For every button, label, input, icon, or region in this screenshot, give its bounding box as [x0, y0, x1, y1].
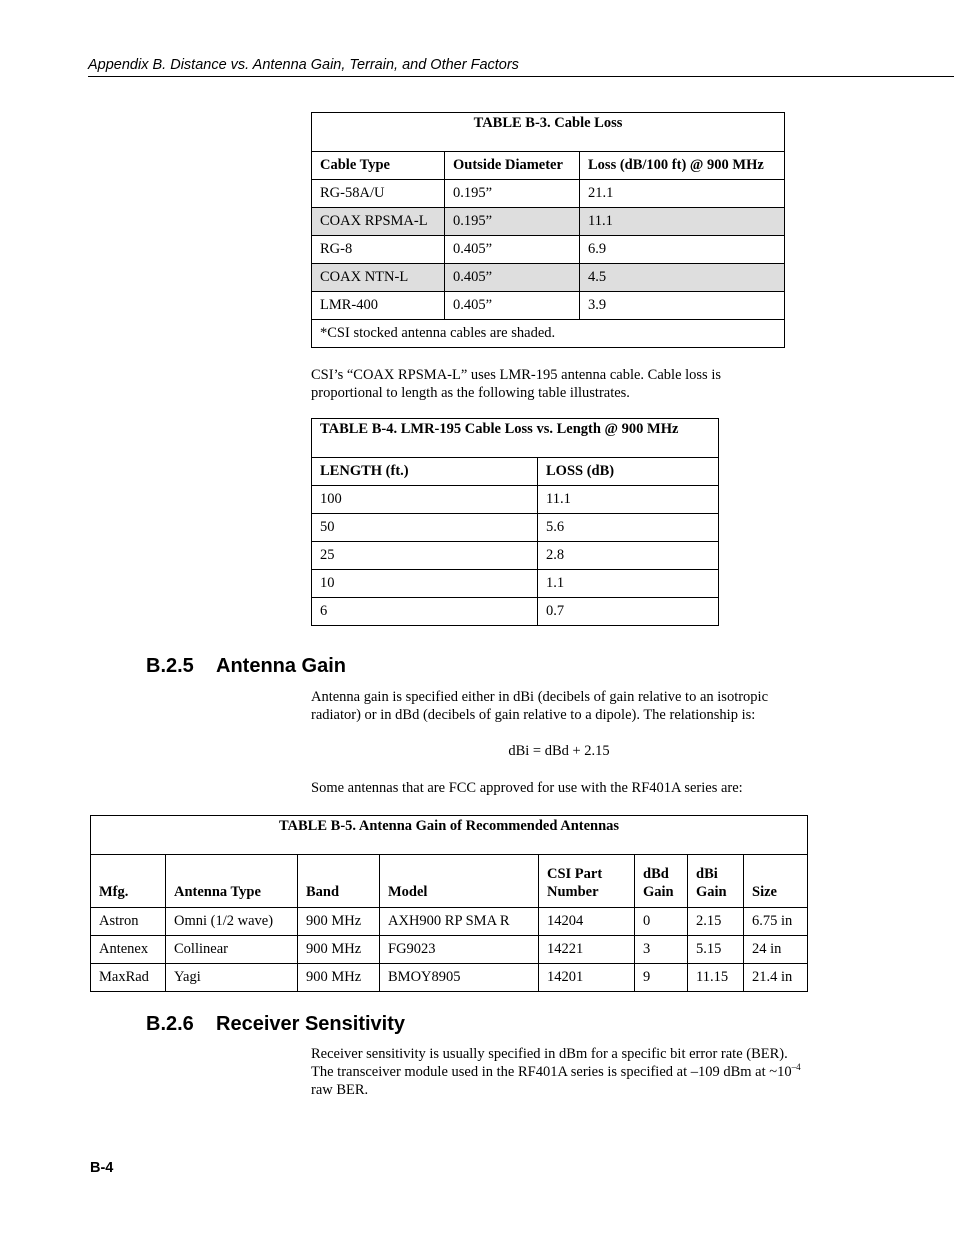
- table-cell: 6: [312, 598, 538, 626]
- table-cell: 25: [312, 542, 538, 570]
- table-cell: 9: [635, 964, 688, 992]
- paragraph-antenna-gain: Antenna gain is specified either in dBi (decibels of gain relative to an isotropic radiator) or in dBd (decibels of gain relative to a dipole). The relationship is:: [311, 689, 769, 723]
- column-header: dBi Gain: [688, 855, 744, 908]
- paragraph-text: raw BER.: [311, 1082, 369, 1098]
- table-cell: 100: [312, 486, 538, 514]
- paragraph-cable-note: CSI’s “COAX RPSMA-L” uses LMR-195 antenna cable. Cable loss is proportional to length as the following table illustrates.: [311, 367, 721, 401]
- table-cell: Yagi: [166, 964, 298, 992]
- running-header: Appendix B. Distance vs. Antenna Gain, Terrain, and Other Factors: [88, 55, 954, 77]
- table-cell: 4.5: [580, 264, 785, 292]
- table-cell: AXH900 RP SMA R: [380, 908, 539, 936]
- table-row: [312, 236, 785, 264]
- table-cell: 0.405”: [445, 292, 580, 320]
- formula: dBi = dBd + 2.15: [508, 743, 610, 759]
- table-cell: Omni (1/2 wave): [166, 908, 298, 936]
- table-cell: RG-58A/U: [312, 180, 445, 208]
- table-cell: 3: [635, 936, 688, 964]
- table-caption: TABLE B-5. Antenna Gain of Recommended Antennas: [91, 816, 808, 855]
- table-cell: 900 MHz: [298, 908, 380, 936]
- column-header: dBd Gain: [635, 855, 688, 908]
- table-row: [91, 908, 808, 936]
- table-cell: LMR-400: [312, 292, 445, 320]
- column-header: Model: [380, 855, 539, 908]
- table-cell: 14221: [539, 936, 635, 964]
- column-header: Antenna Type: [166, 855, 298, 908]
- table-cell: BMOY8905: [380, 964, 539, 992]
- table-cell: 0.7: [538, 598, 719, 626]
- section-number: B.2.6: [146, 1013, 194, 1035]
- table-cell: FG9023: [380, 936, 539, 964]
- table-cell: MaxRad: [91, 964, 166, 992]
- table-cell: RG-8: [312, 236, 445, 264]
- column-header: Loss (dB/100 ft) @ 900 MHz: [580, 152, 785, 180]
- column-header: Cable Type: [312, 152, 445, 180]
- section-title: Receiver Sensitivity: [216, 1013, 405, 1035]
- table-note: *CSI stocked antenna cables are shaded.: [312, 320, 785, 348]
- column-header: LENGTH (ft.): [312, 458, 538, 486]
- table-cell: 0.195”: [445, 208, 580, 236]
- table-cell: 1.1: [538, 570, 719, 598]
- table-cell: 900 MHz: [298, 964, 380, 992]
- table-cell: COAX RPSMA-L: [312, 208, 445, 236]
- table-cell: 0.405”: [445, 264, 580, 292]
- table-cell: 50: [312, 514, 538, 542]
- table-cell: 3.9: [580, 292, 785, 320]
- table-caption: TABLE B-3. Cable Loss: [312, 113, 785, 152]
- table-row: [312, 542, 719, 570]
- table-cell: 11.1: [538, 486, 719, 514]
- table-caption: TABLE B-4. LMR-195 Cable Loss vs. Length @ 900 MHz: [312, 419, 719, 458]
- section-title: Antenna Gain: [216, 655, 347, 677]
- table-cell: 5.6: [538, 514, 719, 542]
- paragraph-text: Receiver sensitivity is usually specified in dBm for a specific bit error rate (BER). The transceiver module used in the RF401A series is specified at –109 dBm at ~10: [311, 1046, 792, 1080]
- section-heading-antenna-gain: [146, 654, 346, 678]
- table-row: [312, 570, 719, 598]
- section-number: B.2.5: [146, 655, 194, 677]
- table-cell: 14204: [539, 908, 635, 936]
- section-heading-receiver-sensitivity: [146, 1012, 405, 1036]
- table-cell: 2.15: [688, 908, 744, 936]
- table-row: [312, 514, 719, 542]
- table-cell: 24 in: [744, 936, 808, 964]
- table-cell: 0: [635, 908, 688, 936]
- column-header: LOSS (dB): [538, 458, 719, 486]
- table-cell: COAX NTN-L: [312, 264, 445, 292]
- table-cell: 0.405”: [445, 236, 580, 264]
- table-row: [312, 292, 785, 320]
- exponent: –4: [791, 1062, 801, 1073]
- table-cell: 14201: [539, 964, 635, 992]
- table-row: [312, 264, 785, 292]
- table-cell: 2.8: [538, 542, 719, 570]
- paragraph-fcc-antennas: Some antennas that are FCC approved for use with the RF401A series are:: [311, 780, 743, 796]
- table-row: [91, 936, 808, 964]
- table-cable-loss: [311, 112, 785, 348]
- column-header: Size: [744, 855, 808, 908]
- table-row: [312, 180, 785, 208]
- table-antenna-gain: [90, 815, 808, 992]
- table-cell: 21.1: [580, 180, 785, 208]
- table-cell: Astron: [91, 908, 166, 936]
- table-cell: Antenex: [91, 936, 166, 964]
- table-cell: Collinear: [166, 936, 298, 964]
- page-number: B-4: [90, 1160, 114, 1176]
- table-row: [312, 598, 719, 626]
- column-header: Band: [298, 855, 380, 908]
- table-cell: 6.9: [580, 236, 785, 264]
- table-cell: 11.1: [580, 208, 785, 236]
- table-cell: 21.4 in: [744, 964, 808, 992]
- paragraph-receiver-sensitivity: [311, 1045, 811, 1099]
- column-header: Outside Diameter: [445, 152, 580, 180]
- table-cell: 5.15: [688, 936, 744, 964]
- table-cell: 6.75 in: [744, 908, 808, 936]
- table-row: [312, 208, 785, 236]
- table-cable-loss-vs-length: [311, 418, 719, 626]
- column-header: CSI Part Number: [539, 855, 635, 908]
- table-cell: 900 MHz: [298, 936, 380, 964]
- table-cell: 10: [312, 570, 538, 598]
- column-header: Mfg.: [91, 855, 166, 908]
- table-cell: 11.15: [688, 964, 744, 992]
- table-row: [312, 486, 719, 514]
- table-cell: 0.195”: [445, 180, 580, 208]
- table-row: [91, 964, 808, 992]
